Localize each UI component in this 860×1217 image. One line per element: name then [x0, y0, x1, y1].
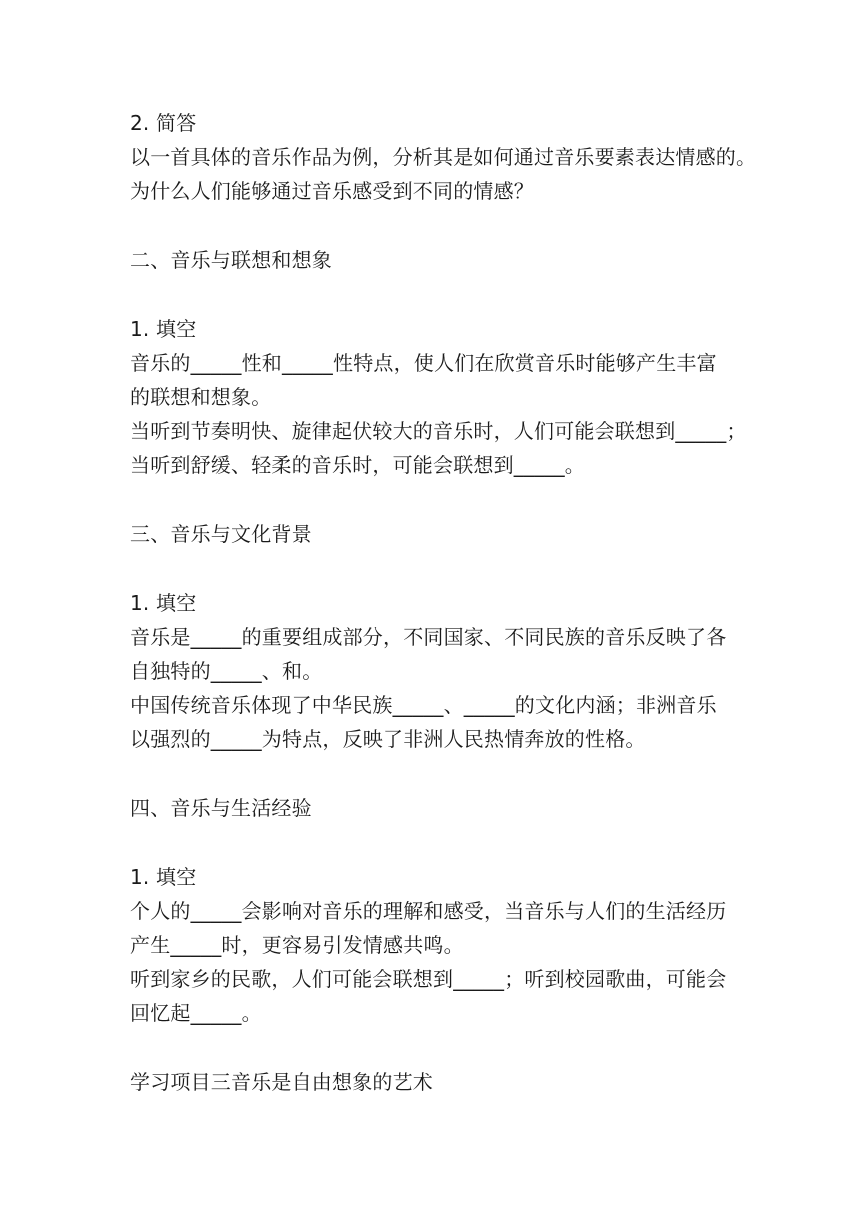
section-heading: 学习项目三音乐是自由想象的艺术 — [130, 1070, 433, 1094]
question-heading: 1. 填空 — [130, 591, 197, 615]
question-heading: 1. 填空 — [130, 865, 197, 889]
text-line: 当听到舒缓、轻柔的音乐时，可能会联想到_____。 — [130, 453, 585, 477]
text-line: 以一首具体的音乐作品为例，分析其是如何通过音乐要素表达情感的。 — [130, 145, 757, 169]
question-heading: 2. 简答 — [130, 111, 197, 135]
text-line: 音乐的_____性和_____性特点，使人们在欣赏音乐时能够产生丰富 — [130, 351, 717, 375]
text-line: 听到家乡的民歌，人们可能会联想到_____；听到校园歌曲，可能会 — [130, 967, 727, 991]
text-line: 的联想和想象。 — [130, 385, 272, 409]
blank-line — [130, 756, 740, 791]
section-heading: 三、音乐与文化背景 — [130, 522, 312, 546]
section-heading: 二、音乐与联想和想象 — [130, 248, 332, 272]
text-line: 产生_____时，更容易引发情感共鸣。 — [130, 933, 464, 957]
text-line: 个人的_____会影响对音乐的理解和感受，当音乐与人们的生活经历 — [130, 899, 727, 923]
text-line: 回忆起_____。 — [130, 1001, 262, 1025]
blank-line — [130, 208, 740, 243]
text-line: 当听到节奏明快、旋律起伏较大的音乐时，人们可能会联想到_____； — [130, 419, 747, 443]
blank-line — [130, 825, 740, 860]
text-line: 为什么人们能够通过音乐感受到不同的情感？ — [130, 179, 534, 203]
section-heading: 四、音乐与生活经验 — [130, 796, 312, 820]
text-line: 中国传统音乐体现了中华民族_____、_____的文化内涵；非洲音乐 — [130, 693, 717, 717]
blank-line — [130, 277, 740, 312]
document-page — [130, 106, 757, 1099]
question-heading: 1. 填空 — [130, 317, 197, 341]
text-line: 自独特的_____、和。 — [130, 659, 323, 683]
text-line: 以强烈的_____为特点，反映了非洲人民热情奔放的性格。 — [130, 727, 646, 751]
blank-line — [130, 551, 740, 586]
blank-line — [130, 482, 740, 517]
text-line: 音乐是_____的重要组成部分，不同国家、不同民族的音乐反映了各 — [130, 625, 727, 649]
blank-line — [130, 1030, 740, 1065]
